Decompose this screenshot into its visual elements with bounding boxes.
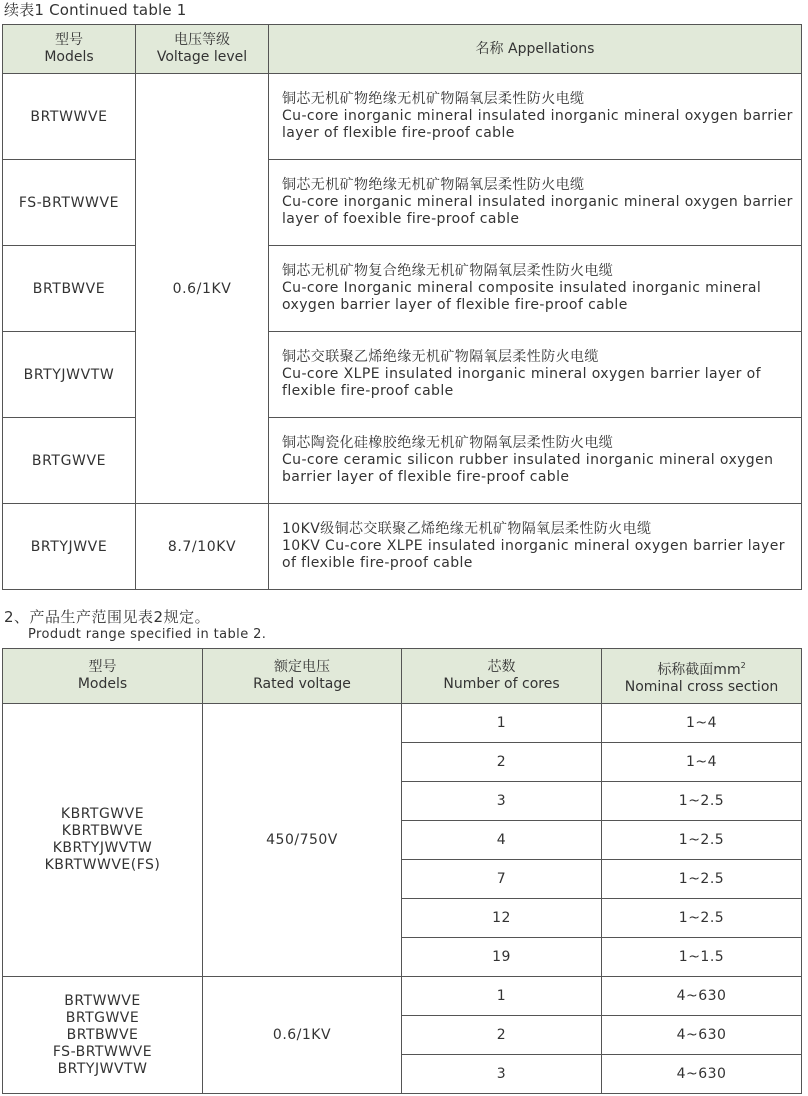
cross-section-cell: 4~630 <box>602 977 802 1016</box>
model-cell: FS-BRTWWVE <box>3 160 136 246</box>
appellation-cell: 铜芯陶瓷化硅橡胶绝缘无机矿物隔氧层柔性防火电缆 Cu-core ceramic silicon rubber insulated inorganic mineral oxygen barrier layer of flexible fire-proof cable <box>269 418 802 504</box>
cross-section-cell: 1~2.5 <box>602 899 802 938</box>
header-models: 型号 Models <box>3 649 203 704</box>
voltage-cell: 8.7/10KV <box>136 504 269 590</box>
cores-cell: 2 <box>402 1016 602 1055</box>
model-cell: BRTYJWVTW <box>3 332 136 418</box>
section-2-title-en: Produdt range specified in table 2. <box>28 627 267 642</box>
cross-section-cell: 1~1.5 <box>602 938 802 977</box>
cross-section-cell: 4~630 <box>602 1055 802 1094</box>
table-row <box>3 704 802 743</box>
rated-voltage-cell: 450/750V <box>203 704 402 977</box>
cores-cell: 2 <box>402 743 602 782</box>
header-voltage-level: 电压等级 Voltage level <box>136 25 269 74</box>
voltage-cell: 0.6/1KV <box>136 74 269 504</box>
table1-caption: 续表1 Continued table 1 <box>4 1 187 19</box>
header-appellations: 名称 Appellations <box>269 25 802 74</box>
cross-section-cell: 1~4 <box>602 743 802 782</box>
cores-cell: 7 <box>402 860 602 899</box>
appellation-cell: 10KV级铜芯交联聚乙烯绝缘无机矿物隔氧层柔性防火电缆 10KV Cu-core XLPE insulated inorganic mineral oxygen barrier layer of flexible fire-proof cable <box>269 504 802 590</box>
table2-header-row <box>3 649 802 704</box>
section-2-heading <box>4 607 266 643</box>
model-group-cell: BRTWWVE BRTGWVE BRTBWVE FS-BRTWWVE BRTYJWVTW <box>3 977 203 1094</box>
table-row <box>3 977 802 1016</box>
table-row <box>3 246 802 332</box>
cores-cell: 12 <box>402 899 602 938</box>
table1-header-row <box>3 25 802 74</box>
cross-section-cell: 1~2.5 <box>602 782 802 821</box>
table-row <box>3 418 802 504</box>
cores-cell: 1 <box>402 704 602 743</box>
section-2-title-cn: 2、产品生产范围见表2规定。 <box>4 608 211 626</box>
header-rated-voltage: 额定电压 Rated voltage <box>203 649 402 704</box>
model-cell: BRTYJWVE <box>3 504 136 590</box>
appellation-cell: 铜芯无机矿物复合绝缘无机矿物隔氧层柔性防火电缆 Cu-core Inorganic mineral composite insulated inorganic mineral oxygen barrier layer of flexible fire-proof cable <box>269 246 802 332</box>
cross-section-cell: 1~2.5 <box>602 821 802 860</box>
model-cell: BRTWWVE <box>3 74 136 160</box>
model-group-cell: KBRTGWVE KBRTBWVE KBRTYJWVTW KBRTWWVE(FS) <box>3 704 203 977</box>
table-row <box>3 504 802 590</box>
cores-cell: 3 <box>402 782 602 821</box>
cores-cell: 4 <box>402 821 602 860</box>
cross-section-cell: 1~4 <box>602 704 802 743</box>
table-row <box>3 332 802 418</box>
table-row <box>3 74 802 160</box>
rated-voltage-cell: 0.6/1KV <box>203 977 402 1094</box>
header-number-of-cores: 芯数 Number of cores <box>402 649 602 704</box>
cores-cell: 3 <box>402 1055 602 1094</box>
cores-cell: 1 <box>402 977 602 1016</box>
product-range-table-2 <box>2 648 802 1094</box>
model-cell: BRTGWVE <box>3 418 136 504</box>
appellation-cell: 铜芯交联聚乙烯绝缘无机矿物隔氧层柔性防火电缆 Cu-core XLPE insulated inorganic mineral oxygen barrier layer of flexible fire-proof cable <box>269 332 802 418</box>
header-nominal-cross-section: 标称截面$mm^2$ Nominal cross section <box>602 649 802 704</box>
cores-cell: 19 <box>402 938 602 977</box>
cross-section-cell: 4~630 <box>602 1016 802 1055</box>
table-row <box>3 160 802 246</box>
continued-table-1 <box>2 24 802 590</box>
cross-section-cell: 1~2.5 <box>602 860 802 899</box>
header-models: 型号 Models <box>3 25 136 74</box>
appellation-cell: 铜芯无机矿物绝缘无机矿物隔氧层柔性防火电缆 Cu-core inorganic mineral insulated inorganic mineral oxygen barrier layer of flexible fire-proof cable <box>269 74 802 160</box>
appellation-cell: 铜芯无机矿物绝缘无机矿物隔氧层柔性防火电缆 Cu-core inorganic mineral insulated inorganic mineral oxygen barrier layer of foexible fire-proof cable <box>269 160 802 246</box>
model-cell: BRTBWVE <box>3 246 136 332</box>
